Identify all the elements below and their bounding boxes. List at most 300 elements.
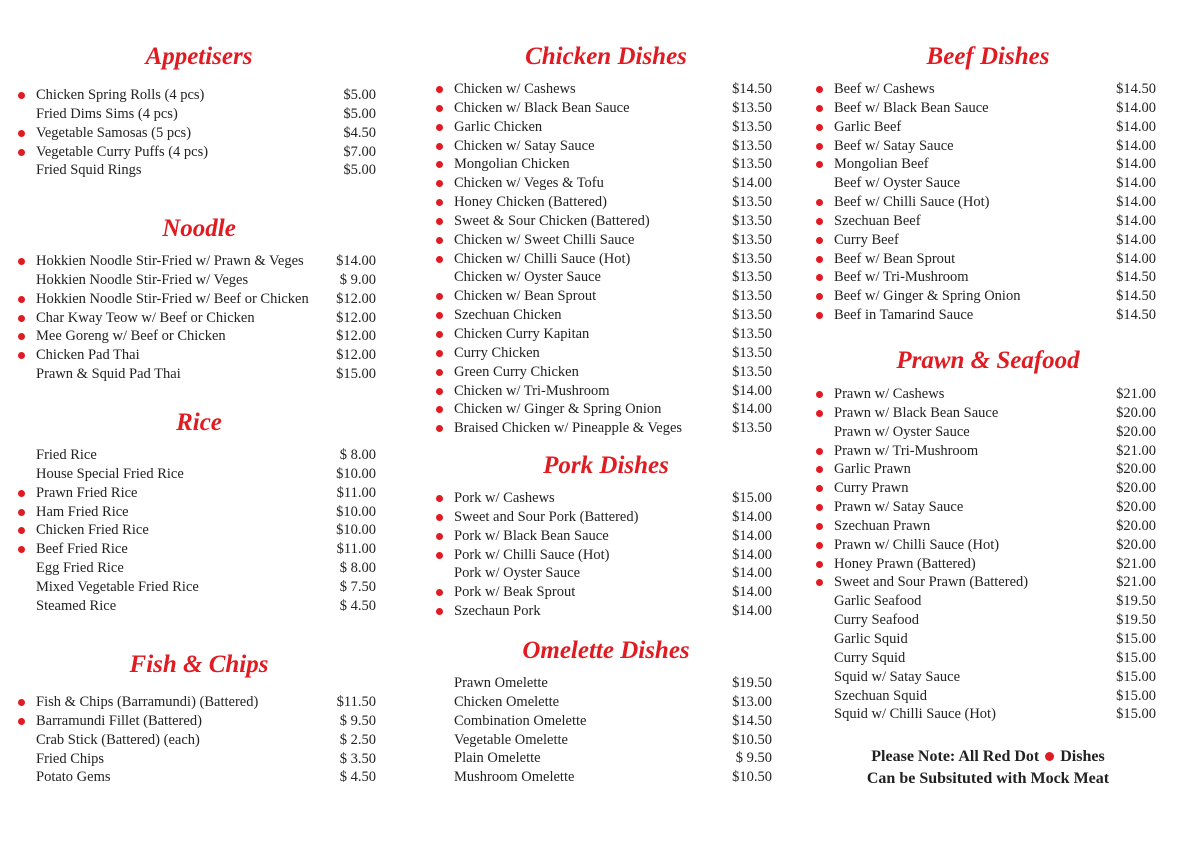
menu-item: [816, 193, 1160, 212]
item-price: $14.00: [1116, 231, 1156, 248]
menu-item: [816, 479, 1160, 498]
item-price: $14.50: [1116, 288, 1156, 305]
red-dot-icon: [18, 258, 25, 265]
item-name: Pork w/ Oyster Sauce: [454, 565, 581, 582]
red-dot-icon: [436, 124, 443, 131]
menu-item: [18, 484, 380, 503]
item-name: Char Kway Teow w/ Beef or Chicken: [36, 309, 255, 326]
item-name: Chicken w/ Black Bean Sauce: [454, 99, 630, 116]
item-name: Pork w/ Black Bean Sauce: [454, 527, 609, 544]
item-name: Szechuan Beef: [834, 212, 921, 229]
item-price: $20.00: [1116, 517, 1156, 534]
menu-item: [436, 693, 776, 712]
red-dot-icon: [816, 105, 823, 112]
item-price: $13.50: [732, 212, 772, 229]
menu-item: [816, 404, 1160, 423]
menu-item: [436, 546, 776, 565]
menu-item: [436, 231, 776, 250]
item-name: Fried Chips: [36, 750, 105, 767]
menu-item: [18, 465, 380, 484]
item-name: Beef w/ Tri-Mushroom: [834, 269, 969, 286]
item-name: Vegetable Omelette: [454, 731, 568, 748]
item-price: $14.00: [732, 175, 772, 192]
item-name: Ham Fried Rice: [36, 503, 129, 520]
menu-item: [436, 212, 776, 231]
section-title: Fish & Chips: [129, 651, 269, 678]
item-price: $12.00: [336, 328, 376, 345]
item-name: Barramundi Fillet (Battered): [36, 712, 202, 729]
menu-item: [18, 86, 380, 105]
item-price: $14.50: [1116, 307, 1156, 324]
menu-item: [816, 268, 1160, 287]
red-dot-icon: [18, 315, 25, 322]
red-dot-icon: [18, 130, 25, 137]
item-price: $14.50: [732, 712, 772, 729]
menu-item: [18, 143, 380, 162]
menu-item: [436, 174, 776, 193]
menu-item: [436, 306, 776, 325]
menu-item: [436, 508, 776, 527]
menu-item: [816, 287, 1160, 306]
red-dot-icon: [816, 579, 823, 586]
menu-item: [18, 161, 380, 180]
red-dot-icon: [18, 699, 25, 706]
item-price: $10.50: [732, 731, 772, 748]
menu-item: [18, 597, 380, 616]
item-price: $14.50: [1116, 269, 1156, 286]
red-dot-icon: [436, 143, 443, 150]
item-price: $13.50: [732, 118, 772, 135]
red-dot-icon: [18, 333, 25, 340]
item-name: Beef w/ Black Bean Sauce: [834, 99, 989, 116]
item-price: $15.00: [336, 366, 376, 383]
menu-item: [436, 489, 776, 508]
menu-item: [436, 155, 776, 174]
red-dot-icon: [816, 448, 823, 455]
item-name: Fried Squid Rings: [36, 162, 142, 179]
item-price: $ 8.00: [339, 560, 376, 577]
menu-item: [18, 693, 380, 712]
item-price: $12.00: [336, 347, 376, 364]
item-price: $13.50: [732, 156, 772, 173]
item-list: [816, 80, 1160, 325]
item-name: Prawn Fried Rice: [36, 484, 138, 501]
item-price: $13.50: [732, 231, 772, 248]
item-name: Chicken Spring Rolls (4 pcs): [36, 87, 205, 103]
menu-item: [816, 385, 1160, 404]
item-name: Honey Prawn (Battered): [834, 555, 976, 572]
item-price: $14.00: [732, 382, 772, 399]
red-dot-icon: [816, 218, 823, 225]
menu-item: [436, 400, 776, 419]
red-dot-icon: [816, 485, 823, 492]
menu-item: [816, 517, 1160, 536]
item-list: [436, 489, 776, 621]
red-dot-icon: [18, 527, 25, 534]
red-dot-icon: [436, 514, 443, 521]
menu-item: [816, 155, 1160, 174]
item-price: $14.00: [1116, 194, 1156, 211]
item-name: Hokkien Noodle Stir-Fried w/ Veges: [36, 271, 249, 288]
item-name: Crab Stick (Battered) (each): [36, 731, 200, 748]
red-dot-icon: [436, 86, 443, 93]
red-dot-icon: [436, 180, 443, 187]
menu-item: [816, 555, 1160, 574]
menu-item: [18, 327, 380, 346]
item-name: Garlic Squid: [834, 630, 908, 647]
red-dot-icon: [816, 256, 823, 263]
item-price: $11.00: [336, 484, 376, 501]
menu-item: [436, 564, 776, 583]
red-dot-icon: [436, 552, 443, 559]
menu-item: [816, 99, 1160, 118]
item-price: $15.00: [1116, 668, 1156, 685]
item-price: $ 8.00: [339, 447, 376, 463]
item-price: $14.00: [1116, 137, 1156, 154]
menu-item: [816, 250, 1160, 269]
menu-item: [18, 768, 380, 787]
menu-item: [18, 731, 380, 750]
menu-item: [816, 137, 1160, 156]
item-name: Beef w/ Satay Sauce: [834, 137, 954, 154]
item-price: $21.00: [1116, 555, 1156, 572]
red-dot-icon: [816, 293, 823, 300]
note-line-1-after: Dishes: [1060, 748, 1105, 765]
item-price: $13.50: [732, 99, 772, 116]
item-name: Fried Rice: [36, 447, 97, 463]
menu-item: [816, 687, 1160, 706]
item-name: Green Curry Chicken: [454, 363, 579, 380]
red-dot-icon: [436, 369, 443, 376]
item-price: $14.00: [732, 401, 772, 418]
item-name: Combination Omelette: [454, 712, 587, 729]
menu-item: [18, 346, 380, 365]
section-title: Omelette Dishes: [522, 637, 690, 664]
item-list: [436, 674, 776, 787]
item-name: Chicken Pad Thai: [36, 347, 140, 364]
item-name: Chicken w/ Veges & Tofu: [454, 175, 604, 192]
red-dot-icon: [436, 161, 443, 168]
item-name: Szechuan Prawn: [834, 517, 931, 534]
item-name: Mixed Vegetable Fried Rice: [36, 578, 199, 595]
red-dot-icon: [436, 105, 443, 112]
red-dot-icon: [436, 425, 443, 432]
item-price: $13.50: [732, 325, 772, 342]
item-price: $13.50: [732, 250, 772, 267]
menu-item: [816, 231, 1160, 250]
item-name: Egg Fried Rice: [36, 560, 124, 577]
item-price: $21.00: [1116, 386, 1156, 402]
item-price: $19.50: [1116, 593, 1156, 610]
item-name: Mongolian Beef: [834, 156, 929, 173]
red-dot-icon: [816, 410, 823, 417]
item-name: Beef w/ Chilli Sauce (Hot): [834, 194, 990, 211]
item-name: House Special Fried Rice: [36, 465, 184, 482]
menu-item: [436, 712, 776, 731]
item-name: Prawn w/ Oyster Sauce: [834, 423, 970, 440]
menu-item: [18, 446, 380, 465]
menu-item: [816, 306, 1160, 325]
red-dot-icon: [436, 237, 443, 244]
item-name: Prawn w/ Black Bean Sauce: [834, 404, 999, 421]
menu-item: [18, 290, 380, 309]
section-title: Chicken Dishes: [525, 43, 687, 70]
item-price: $ 7.50: [339, 578, 376, 595]
menu-item: [816, 611, 1160, 630]
red-dot-icon: [1045, 752, 1054, 761]
item-list: [436, 80, 776, 438]
menu-item: [436, 527, 776, 546]
item-price: $14.50: [732, 81, 772, 97]
item-price: $19.50: [1116, 612, 1156, 629]
item-price: $15.00: [1116, 630, 1156, 647]
item-name: Szechuan Chicken: [454, 307, 562, 324]
item-price: $20.00: [1116, 536, 1156, 553]
item-price: $20.00: [1116, 423, 1156, 440]
menu-item: [436, 325, 776, 344]
item-name: Garlic Chicken: [454, 118, 543, 135]
item-name: Prawn Omelette: [454, 675, 548, 691]
menu-item: [436, 268, 776, 287]
item-price: $13.50: [732, 194, 772, 211]
item-price: $5.00: [343, 162, 376, 179]
item-price: $11.00: [336, 541, 376, 558]
red-dot-icon: [816, 312, 823, 319]
item-price: $ 9.50: [339, 712, 376, 729]
red-dot-icon: [436, 608, 443, 615]
item-price: $15.00: [732, 490, 772, 506]
red-dot-icon: [816, 391, 823, 398]
item-price: $14.00: [1116, 99, 1156, 116]
item-price: $21.00: [1116, 442, 1156, 459]
item-name: Prawn w/ Tri-Mushroom: [834, 442, 979, 459]
red-dot-icon: [436, 331, 443, 338]
item-name: Squid w/ Satay Sauce: [834, 668, 961, 685]
item-name: Szechuan Squid: [834, 687, 928, 704]
red-dot-icon: [18, 509, 25, 516]
menu-item: [18, 559, 380, 578]
item-price: $14.00: [732, 508, 772, 525]
item-name: Plain Omelette: [454, 750, 541, 767]
menu-item: [436, 80, 776, 99]
red-dot-icon: [18, 296, 25, 303]
red-dot-icon: [816, 466, 823, 473]
item-price: $11.50: [336, 694, 376, 710]
item-name: Fried Dims Sims (4 pcs): [36, 105, 178, 122]
section-title: Prawn & Seafood: [896, 347, 1080, 374]
item-price: $14.00: [732, 527, 772, 544]
item-name: Garlic Prawn: [834, 461, 911, 478]
item-price: $14.00: [732, 546, 772, 563]
menu-item: [436, 382, 776, 401]
item-name: Pork w/ Cashews: [454, 490, 555, 506]
item-name: Beef Fried Rice: [36, 541, 128, 558]
menu-item: [816, 592, 1160, 611]
item-name: Sweet and Sour Pork (Battered): [454, 508, 639, 525]
note-line-1-before: Please Note: All Red Dot: [871, 748, 1040, 765]
item-price: $ 9.00: [339, 271, 376, 288]
menu-item: [18, 712, 380, 731]
menu-item: [18, 365, 380, 384]
item-name: Steamed Rice: [36, 597, 117, 614]
red-dot-icon: [816, 199, 823, 206]
item-price: $15.00: [1116, 649, 1156, 666]
item-price: $20.00: [1116, 461, 1156, 478]
red-dot-icon: [436, 589, 443, 596]
item-name: Chicken w/ Tri-Mushroom: [454, 382, 610, 399]
red-dot-icon: [816, 124, 823, 131]
item-price: $5.00: [343, 87, 376, 103]
item-price: $13.50: [732, 269, 772, 286]
menu-item: [816, 498, 1160, 517]
menu-item: [816, 705, 1160, 724]
menu-item: [436, 602, 776, 621]
menu-item: [18, 540, 380, 559]
red-dot-icon: [436, 388, 443, 395]
item-list: [18, 446, 380, 616]
menu-item: [436, 363, 776, 382]
red-dot-icon: [436, 406, 443, 413]
item-price: $14.00: [336, 253, 376, 269]
item-price: $ 9.50: [735, 750, 772, 767]
item-name: Chicken w/ Oyster Sauce: [454, 269, 601, 286]
item-price: $13.50: [732, 420, 772, 437]
item-list: [816, 385, 1160, 724]
note-line-1: [816, 746, 1160, 768]
item-list: [18, 693, 380, 787]
red-dot-icon: [436, 256, 443, 263]
red-dot-icon: [816, 143, 823, 150]
item-price: $14.00: [732, 584, 772, 601]
menu-item: [436, 674, 776, 693]
red-dot-icon: [18, 490, 25, 497]
red-dot-icon: [18, 352, 25, 359]
item-name: Pork w/ Beak Sprout: [454, 584, 576, 601]
item-list: [18, 86, 380, 180]
item-name: Beef w/ Cashews: [834, 81, 935, 97]
red-dot-icon: [816, 523, 823, 530]
item-name: Prawn w/ Cashews: [834, 386, 945, 402]
red-dot-icon: [816, 542, 823, 549]
section-title: Pork Dishes: [543, 452, 669, 479]
item-price: $13.50: [732, 363, 772, 380]
item-price: $7.00: [343, 143, 376, 160]
item-name: Beef w/ Bean Sprout: [834, 250, 956, 267]
menu-item: [436, 250, 776, 269]
red-dot-icon: [436, 199, 443, 206]
item-price: $20.00: [1116, 499, 1156, 516]
mock-meat-note: [816, 746, 1160, 790]
red-dot-icon: [436, 293, 443, 300]
section-title: Appetisers: [145, 43, 253, 70]
red-dot-icon: [18, 718, 25, 725]
item-price: $15.00: [1116, 687, 1156, 704]
item-name: Prawn w/ Chilli Sauce (Hot): [834, 536, 1000, 553]
item-name: Prawn w/ Satay Sauce: [834, 499, 964, 516]
menu-item: [436, 731, 776, 750]
menu-item: [816, 573, 1160, 592]
menu-item: [816, 80, 1160, 99]
menu-item: [816, 668, 1160, 687]
item-name: Mee Goreng w/ Beef or Chicken: [36, 328, 226, 345]
item-name: Potato Gems: [36, 769, 111, 786]
item-price: $5.00: [343, 105, 376, 122]
item-price: $20.00: [1116, 480, 1156, 497]
item-price: $12.00: [336, 309, 376, 326]
menu-item: [436, 193, 776, 212]
red-dot-icon: [436, 312, 443, 319]
item-price: $10.00: [336, 465, 376, 482]
menu-item: [816, 174, 1160, 193]
item-name: Mongolian Chicken: [454, 156, 570, 173]
red-dot-icon: [18, 92, 25, 99]
item-name: Hokkien Noodle Stir-Fried w/ Prawn & Veges: [36, 253, 304, 269]
item-name: Chicken w/ Bean Sprout: [454, 288, 597, 305]
item-name: Garlic Seafood: [834, 593, 922, 610]
menu-item: [816, 212, 1160, 231]
menu-item: [436, 419, 776, 438]
menu-item: [18, 521, 380, 540]
item-price: $10.00: [336, 522, 376, 539]
item-name: Hokkien Noodle Stir-Fried w/ Beef or Chicken: [36, 290, 309, 307]
item-name: Curry Chicken: [454, 344, 540, 361]
item-name: Prawn & Squid Pad Thai: [36, 366, 181, 383]
item-name: Sweet and Sour Prawn (Battered): [834, 574, 1029, 591]
item-price: $20.00: [1116, 404, 1156, 421]
item-name: Curry Beef: [834, 231, 899, 248]
item-price: $13.50: [732, 344, 772, 361]
red-dot-icon: [816, 86, 823, 93]
menu-item: [436, 749, 776, 768]
menu-item: [18, 309, 380, 328]
item-name: Beef in Tamarind Sauce: [834, 307, 974, 324]
item-price: $14.00: [1116, 175, 1156, 192]
item-name: Braised Chicken w/ Pineapple & Veges: [454, 420, 683, 437]
menu-item: [436, 287, 776, 306]
item-price: $13.50: [732, 307, 772, 324]
item-name: Curry Squid: [834, 649, 906, 666]
item-name: Squid w/ Chilli Sauce (Hot): [834, 706, 996, 723]
red-dot-icon: [18, 546, 25, 553]
item-name: Curry Seafood: [834, 612, 919, 629]
item-list: [18, 252, 380, 384]
item-price: $13.00: [732, 693, 772, 710]
item-name: Chicken w/ Chilli Sauce (Hot): [454, 250, 631, 267]
item-price: $ 2.50: [339, 731, 376, 748]
item-name: Chicken Omelette: [454, 693, 560, 710]
menu-item: [18, 105, 380, 124]
item-name: Chicken Curry Kapitan: [454, 325, 590, 342]
menu-item: [18, 503, 380, 522]
section-title: Noodle: [162, 215, 236, 242]
menu-item: [816, 118, 1160, 137]
item-price: $10.00: [336, 503, 376, 520]
item-price: $14.00: [1116, 212, 1156, 229]
menu-item: [816, 442, 1160, 461]
red-dot-icon: [816, 561, 823, 568]
item-name: Sweet & Sour Chicken (Battered): [454, 212, 650, 229]
red-dot-icon: [436, 495, 443, 502]
menu-item: [816, 536, 1160, 555]
menu-item: [18, 252, 380, 271]
menu-item: [436, 583, 776, 602]
item-name: Fish & Chips (Barramundi) (Battered): [36, 694, 259, 710]
item-price: $19.50: [732, 675, 772, 691]
red-dot-icon: [436, 533, 443, 540]
menu-item: [816, 649, 1160, 668]
red-dot-icon: [436, 350, 443, 357]
item-price: $12.00: [336, 290, 376, 307]
